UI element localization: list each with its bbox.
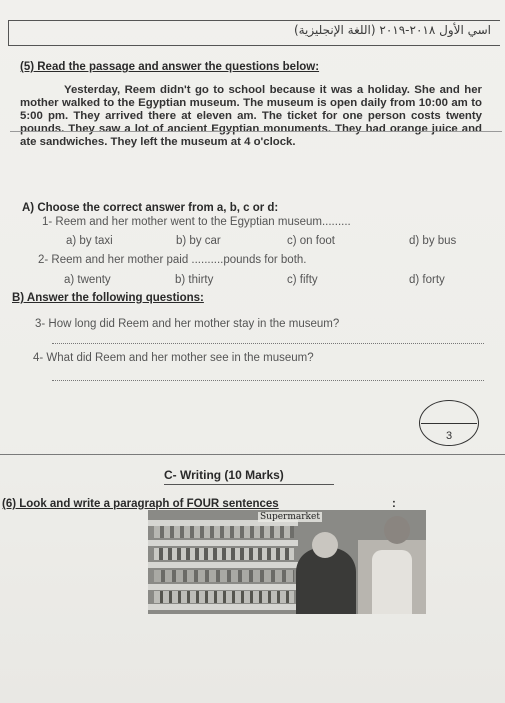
q2-option-b: b) thirty xyxy=(175,274,214,286)
score-value: 3 xyxy=(446,430,453,442)
sectionC-underline xyxy=(164,484,334,485)
section5-title: (5) Read the passage and answer the questions below: xyxy=(20,61,320,73)
q2-option-d: d) forty xyxy=(409,274,445,286)
partA-title: A) Choose the correct answer from a, b, c or d: xyxy=(22,202,279,214)
q1-option-b: b) by car xyxy=(176,235,221,247)
exam-header: اسي الأول ٢٠١٨-٢٠١٩ (اللغة الإنجليزية) xyxy=(293,23,491,37)
question-1: 1- Reem and her mother went to the Egyptian museum......... xyxy=(42,216,351,228)
section6-colon: : xyxy=(392,498,396,510)
section-divider xyxy=(0,454,505,455)
question-4: 4- What did Reem and her mother see in the museum? xyxy=(33,352,314,364)
score-circle-divider xyxy=(421,423,477,424)
divider-line xyxy=(10,131,502,132)
q1-option-c: c) on foot xyxy=(287,235,335,247)
question-2: 2- Reem and her mother paid ..........pounds for both. xyxy=(38,254,307,266)
answer-line-4 xyxy=(52,380,484,381)
reading-passage xyxy=(20,84,482,149)
q1-option-d: d) by bus xyxy=(409,235,457,247)
q2-option-c: c) fifty xyxy=(287,274,318,286)
answer-line-3 xyxy=(52,343,484,344)
partB-title: B) Answer the following questions: xyxy=(12,292,204,304)
supermarket-photo xyxy=(148,510,426,614)
passage-text: Yesterday, Reem didn't go to school because it was a holiday. She and her mother walked to the Egyptian museum. The museum is open daily from 10:00 am to 5:00 pm. They arrived there at eleven am. The ticket for one person costs twenty pounds. They saw a lot of ancient Egyptian monuments. They had orange juice and ate sandwiches. They left the museum at 4 o'clock. xyxy=(20,84,482,148)
section6-title: (6) Look and write a paragraph of FOUR sentences xyxy=(2,498,279,510)
question-3: 3- How long did Reem and her mother stay in the museum? xyxy=(35,318,340,330)
sectionC-title: C- Writing (10 Marks) xyxy=(164,468,284,482)
q2-option-a: a) twenty xyxy=(64,274,111,286)
q1-option-a: a) by taxi xyxy=(66,235,113,247)
supermarket-label: Supermarket xyxy=(260,512,320,522)
